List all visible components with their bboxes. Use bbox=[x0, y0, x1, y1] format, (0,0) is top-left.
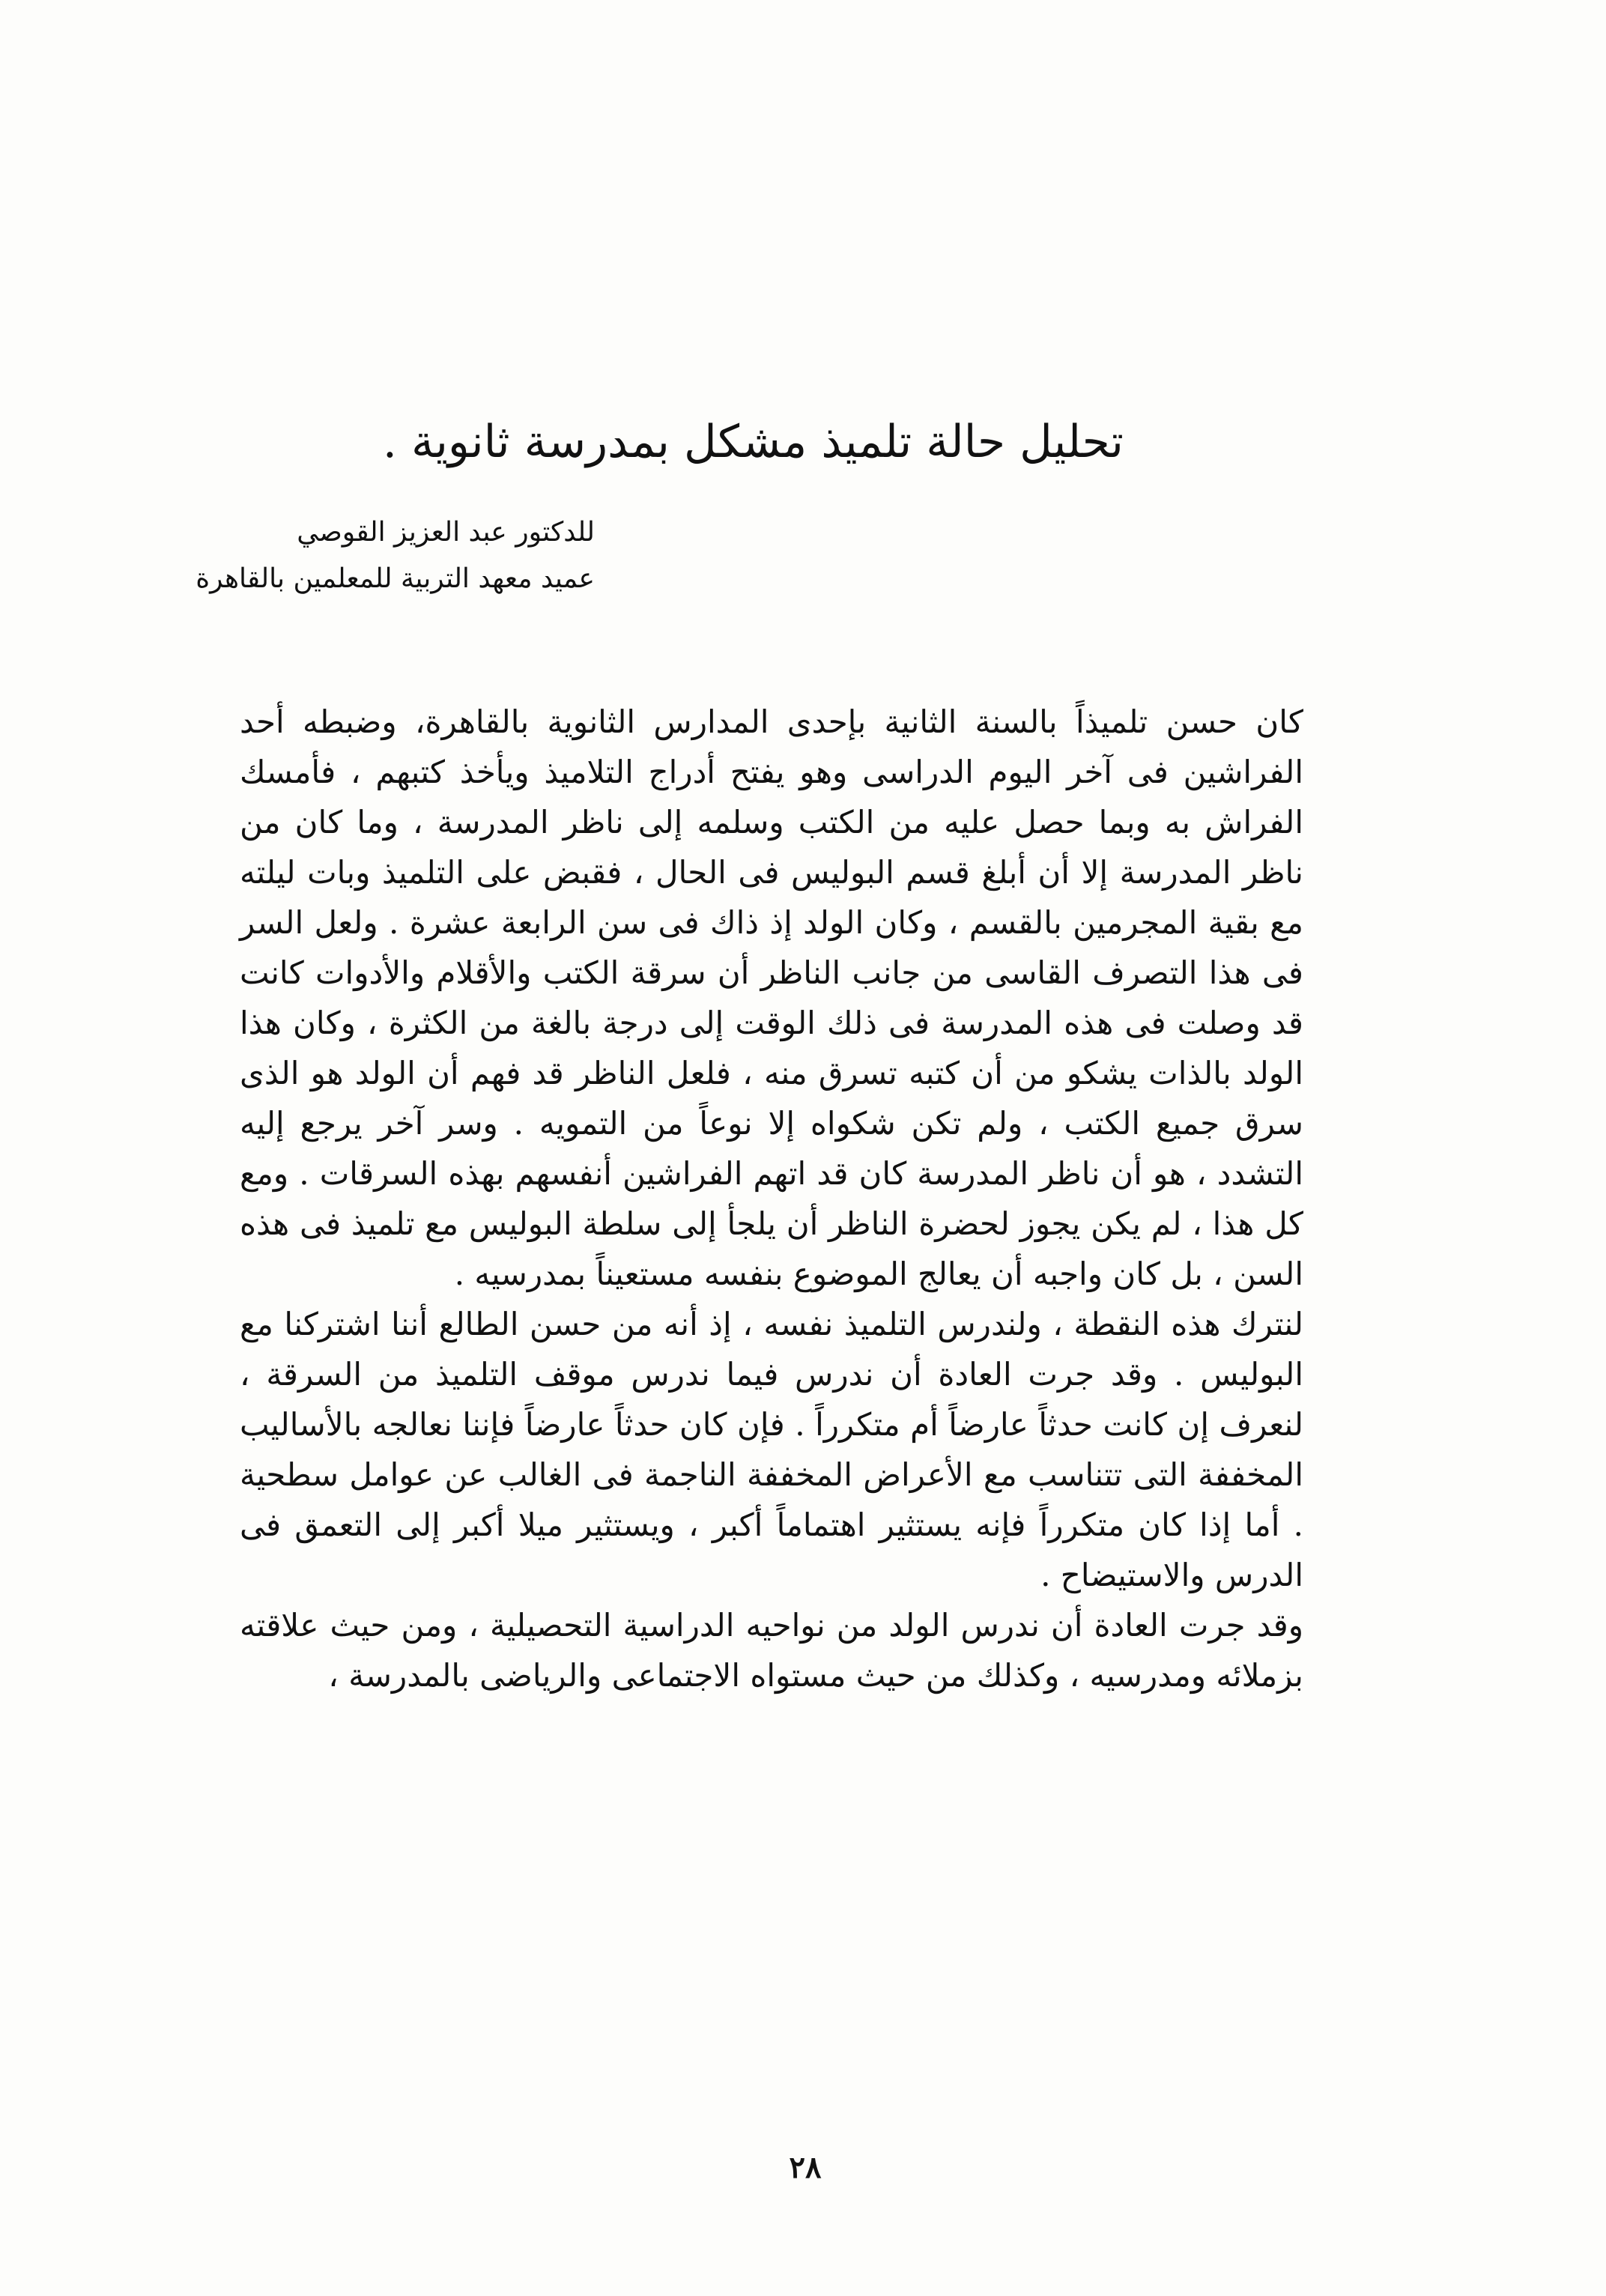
author-name: للدكتور عبد العزيز القوصي bbox=[297, 517, 595, 548]
page-number: ٢٨ bbox=[789, 2150, 822, 2185]
author-block bbox=[196, 509, 595, 602]
article-title: تحليل حالة تلميذ مشكل بمدرسة ثانوية . bbox=[382, 416, 1124, 468]
paragraph-3: وقد جرت العادة أن ندرس الولد من نواحيه الدراسية التحصيلية ، ومن حيث علاقته بزملائه ومدرسيه ، وكذلك من حيث مستواه الاجتماعى والرياضى بالمدرسة ، bbox=[240, 1607, 1303, 1694]
author-position: عميد معهد التربية للمعلمين بالقاهرة bbox=[196, 563, 595, 594]
article-body bbox=[240, 697, 1303, 1700]
paragraph-2: لنترك هذه النقطة ، ولندرس التلميذ نفسه ، إذ أنه من حسن الطالع أننا اشتركنا مع البوليس . وقد جرت العادة أن ندرس فيما ندرس موقف التلميذ من السرقة ، لنعرف إن كانت حدثاً عارضاً أم متكرراً . فإن كان حدثاً عارضاً فإننا نعالجه بالأساليب المخففة التى تتناسب مع الأعراض المخففة الناجمة فى الغالب عن عوامل سطحية . أما إذا كان متكرراً فإنه يستثير اهتماماً أكبر ، ويستثير ميلا أكبر إلى التعمق فى الدرس والاستيضاح . bbox=[240, 1306, 1303, 1593]
paragraph-1: كان حسن تلميذاً بالسنة الثانية بإحدى المدارس الثانوية بالقاهرة، وضبطه أحد الفراشين فى آخر اليوم الدراسى وهو يفتح أدراج التلاميذ ويأخذ كتبهم ، فأمسك الفراش به وبما حصل عليه من الكتب وسلمه إلى ناظر المدرسة ، وما كان من ناظر المدرسة إلا أن أبلغ قسم البوليس فى الحال ، فقبض على التلميذ وبات ليلته مع بقية المجرمين بالقسم ، وكان الولد إذ ذاك فى سن الرابعة عشرة . ولعل السر فى هذا التصرف القاسى من جانب الناظر أن سرقة الكتب والأقلام والأدوات كانت قد وصلت فى هذه المدرسة فى ذلك الوقت إلى درجة بالغة من الكثرة ، وكان هذا الولد بالذات يشكو من أن كتبه تسرق منه ، فلعل الناظر قد فهم أن الولد هو الذى سرق جميع الكتب ، ولم تكن شكواه إلا نوعاً من التمويه . وسر آخر يرجع إليه التشدد ، هو أن ناظر المدرسة كان قد اتهم الفراشين أنفسهم بهذه السرقات . ومع كل هذا ، لم يكن يجوز لحضرة الناظر أن يلجأ إلى سلطة البوليس مع تلميذ فى هذه السن ، بل كان واجبه أن يعالج الموضوع بنفسه مستعيناً بمدرسيه . bbox=[240, 703, 1303, 1292]
